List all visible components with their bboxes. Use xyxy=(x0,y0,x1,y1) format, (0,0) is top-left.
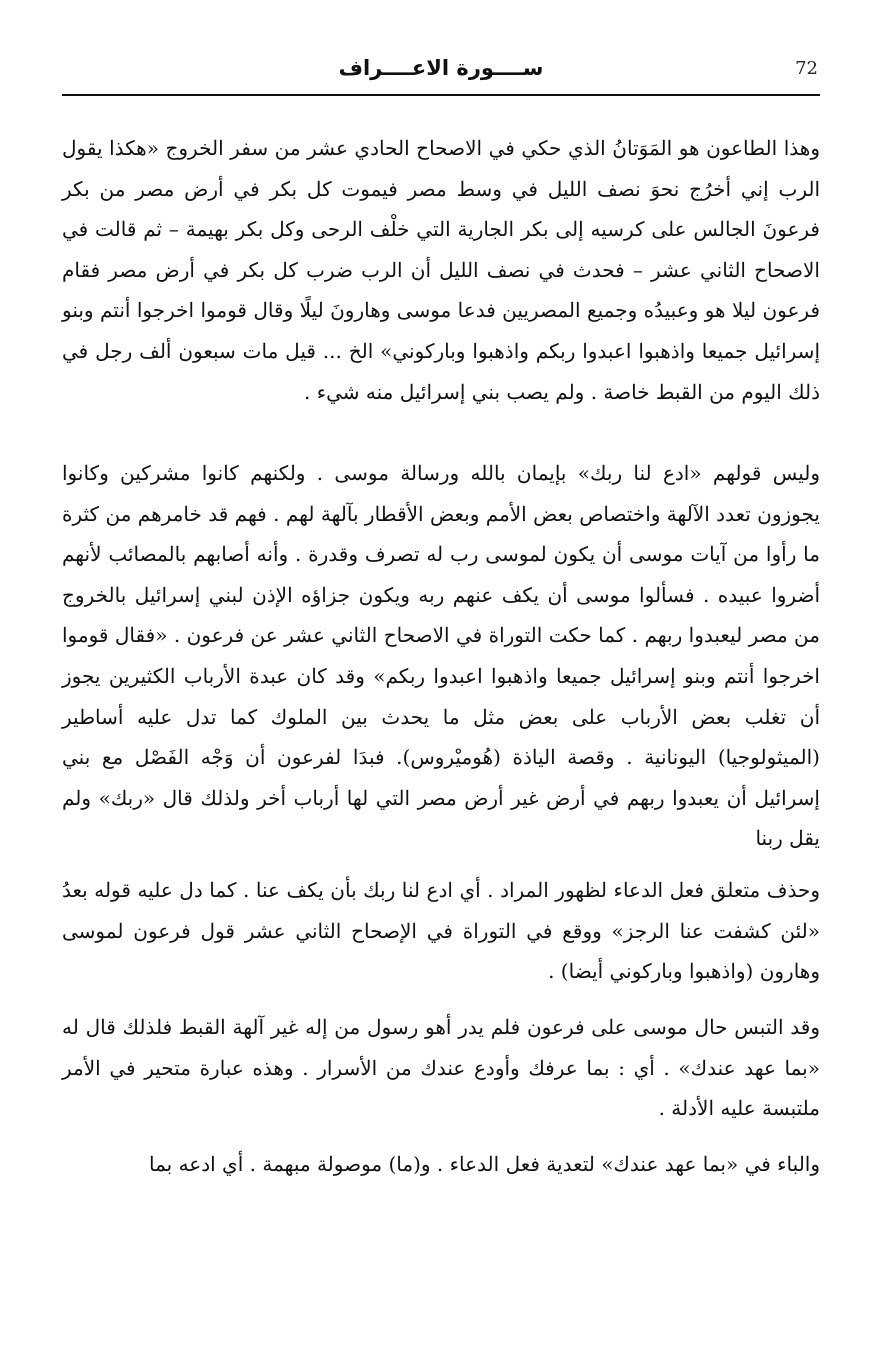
page-body xyxy=(62,128,820,1189)
page-header xyxy=(62,52,820,92)
paragraph-omitted-object: وحذف متعلق فعل الدعاء لظهور المراد . أي ادع لنا ربك بأن يكف عنا . كما دل عليه قوله بعدُ «لئن كشفت عنا الرجز» ووقع في التوراة في الإصحاح الثاني عشر قول فرعون لموسى وهارون (واذهبوا وباركوني أيضا) . xyxy=(62,878,820,984)
paragraph-pharaoh-confusion: وقد التبس حال موسى على فرعون فلم يدر أهو رسول من إله غير آلهة القبط فلذلك قال له «بما عهد عندك» . أي : بما عرفك وأودع عندك من الأسرار . وهذه عبارة متحير في الأمر ملتبسة عليه الأدلة . xyxy=(62,1015,820,1121)
header-divider xyxy=(62,94,820,96)
sura-title: ســــورة الاعــــراف xyxy=(338,56,544,80)
paragraph-preposition-ba: والباء في «بما عهد عندك» لتعدية فعل الدعاء . و(ما) موصولة مبهمة . أي ادعه بما xyxy=(149,1152,820,1176)
page-number: 72 xyxy=(795,58,818,79)
paragraph-invoke-your-lord: وليس قولهم «ادع لنا ربك» بإيمان بالله ورسالة موسى . ولكنهم كانوا مشركين وكانوا يجوزون تعدد الآلهة واختصاص بعض الأمم وبعض الأقطار بآلهة لهم . فهم قد خامرهم من كثرة ما رأوا من آيات موسى أن يكون لموسى رب له تصرف وقدرة . وأنه أصابهم بالمصائب لأنهم أضروا عبيده . فسألوا موسى أن يكف عنهم ربه ويكون جزاؤه الإذن لبني إسرائيل بالخروج من مصر ليعبدوا ربهم . كما حكت التوراة في الاصحاح الثاني عشر عن فرعون . «فقال قوموا اخرجوا أنتم وبنو إسرائيل جميعا واذهبوا اعبدوا ربكم» وقد كان عبدة الأرباب الكثيرين يجوز أن تغلب بعض الأرباب على بعض مثل ما يحدث بين الملوك كما تدل عليه أساطير (الميثولوجيا) اليونانية . وقصة الياذة (هُوميْروس). فبدَا لفرعون أن وَجْه الفَصْل مع بني إسرائيل أن يعبدوا ربهم في أرض غير أرض مصر التي لها أرباب أخر ولذلك قال «ربك» ولم يقل ربنا xyxy=(62,461,820,851)
paragraph-plague: وهذا الطاعون هو المَوَتانُ الذي حكي في الاصحاح الحادي عشر من سفر الخروج «هكذا يقول الرب إني أخرُج نحوَ نصف الليل في وسط مصر فيموت كل بكر في أرض مصر من بكر فرعونَ الجالس على كرسيه إلى بكر الجارية التي خلْف الرحى وكل بكر بهيمة – ثم قالت في الاصحاح الثاني عشر – فحدث في نصف الليل أن الرب ضرب كل بكر في أرض مصر فقام فرعون ليلا هو وعبيدُه وجميع المصريين فدعا موسى وهارونَ ليلًا وقال قوموا اخرجوا أنتم وبنو إسرائيل جميعا واذهبوا اعبدوا ربكم واذهبوا وباركوني» الخ ... قيل مات سبعون ألف رجل في ذلك اليوم من القبط خاصة . ولم يصب بني إسرائيل منه شيء . xyxy=(62,136,820,404)
